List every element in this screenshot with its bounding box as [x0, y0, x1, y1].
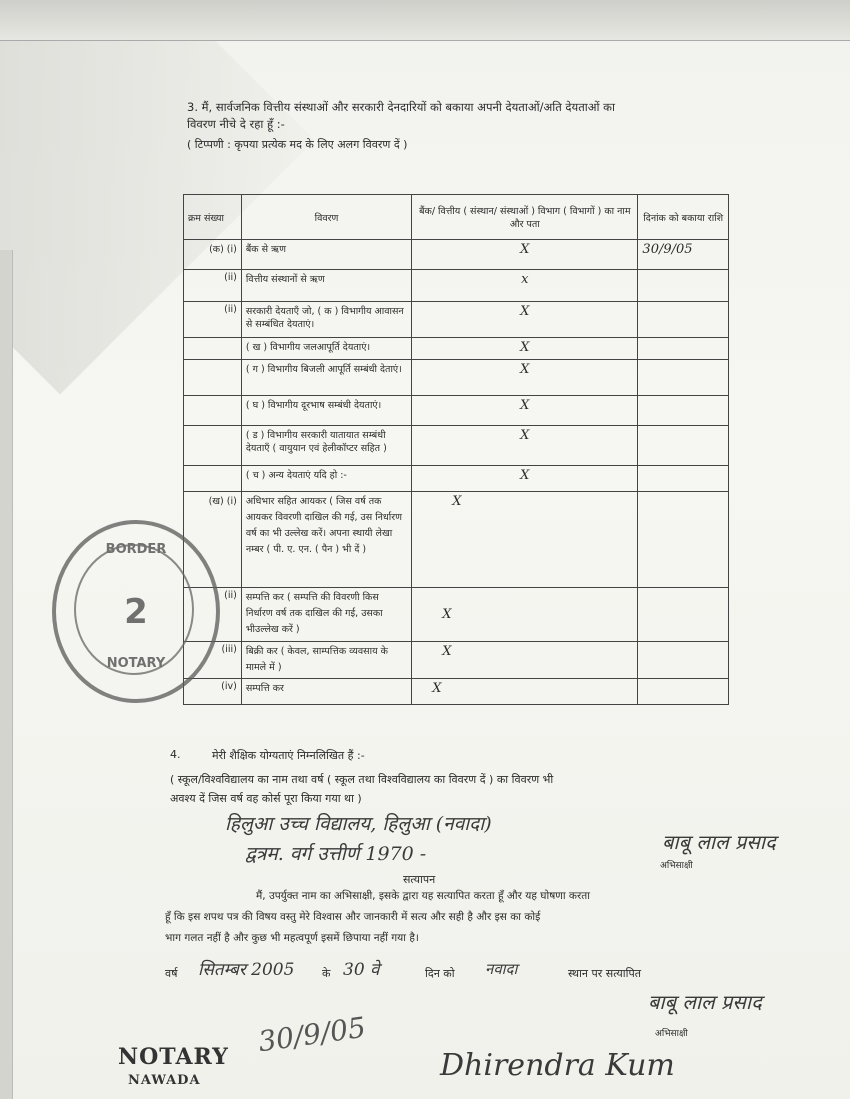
- table-row: [184, 466, 729, 492]
- table-header-row: [184, 195, 729, 240]
- table-row: [184, 588, 729, 642]
- row-desc: ( च ) अन्य देयताएं यदि हो :-: [241, 466, 411, 492]
- row-num: (क) (i): [184, 240, 242, 270]
- row-amount: [638, 396, 729, 426]
- row-amount: [638, 642, 729, 679]
- verification-line2: हूँ कि इस शपथ पत्र की विषय वस्तु मेरे विश्वास और जानकारी में सत्य और सही है और इस का कोई: [165, 911, 541, 923]
- section3-line2: विवरण नीचे दे रहा हूँ :-: [187, 117, 285, 131]
- date-prefix: वर्ष: [165, 967, 178, 980]
- header-serial: क्रम संख्या: [184, 195, 242, 240]
- row-mark: X: [412, 492, 638, 588]
- education-handwritten-year: द्वत्रम. वर्ग उत्तीर्ण 1970 -: [245, 843, 427, 865]
- notary-date-scrawl: 30/9/05: [256, 1010, 368, 1059]
- row-num: (ii): [184, 270, 242, 302]
- row-mark: X: [412, 396, 638, 426]
- date-place-handwritten: नवादा: [485, 960, 518, 978]
- education-handwritten-school: हिलुआ उच्च विद्यालय, हिलुआ (नवादा): [225, 813, 492, 835]
- row-desc: ( ख ) विभागीय जलआपूर्ति देयताएं।: [241, 338, 411, 360]
- liabilities-table: [183, 194, 729, 705]
- row-desc: सरकारी देयताएँ जो, ( क ) विभागीय आवासन से सम्बंधित देयताएं।: [241, 302, 411, 338]
- header-bank-name: बैंक/ वित्तीय ( संस्थान/ संस्थाओं ) विभाग ( विभागों ) का नाम और पता: [412, 195, 638, 240]
- row-amount: 30/9/05: [638, 240, 729, 270]
- row-mark: X: [412, 360, 638, 396]
- row-amount: [638, 270, 729, 302]
- row-num: (iv): [184, 679, 242, 705]
- row-desc: सम्पत्ति कर ( सम्पत्ति की विवरणी किस निर्धारण वर्ष तक दाखिल की गई, उसका भीउल्लेख करें ): [241, 588, 411, 642]
- row-mark: X: [412, 679, 638, 705]
- header-description: विवरण: [241, 195, 411, 240]
- nawada-stamp-text: NAWADA: [128, 1073, 201, 1088]
- seal-center-text: 2: [124, 592, 148, 632]
- notary-stamp-text: NOTARY: [118, 1044, 229, 1070]
- row-mark: X: [412, 240, 638, 270]
- section4-number: 4.: [170, 748, 181, 761]
- row-num: (ii): [184, 302, 242, 338]
- row-desc: वित्तीय संस्थानों से ऋण: [241, 270, 411, 302]
- section4-line3: अवश्य दें जिस वर्ष वह कोर्स पूरा किया गया था ): [170, 792, 362, 805]
- date-month-handwritten: सितम्बर 2005: [198, 960, 295, 980]
- verification-line1: मैं, उपर्युक्त नाम का अभिसाक्षी, इसके द्वारा यह सत्यापित करता हूँ और यह घोषणा करता: [256, 890, 590, 902]
- date-suffix: स्थान पर सत्यापित: [568, 967, 642, 980]
- row-mark: X: [412, 588, 638, 642]
- notary-seal: [52, 520, 220, 703]
- row-num: (ii): [184, 588, 242, 642]
- table-row: [184, 426, 729, 466]
- header-amount: दिनांक को बकाया राशि: [638, 195, 729, 240]
- row-mark: x: [412, 270, 638, 302]
- row-desc: ( ग ) विभागीय बिजली आपूर्ति सम्बंधी देताएं।: [241, 360, 411, 396]
- section4-line1: मेरी शैक्षिक योग्यताएं निम्नलिखित हैं :-: [212, 749, 365, 762]
- verification-signature: बाबू लाल प्रसाद: [648, 990, 762, 1014]
- row-num: [184, 360, 242, 396]
- verification-line3: भाग गलत नहीं है और कुछ भी महत्वपूर्ण इसमें छिपाया नहीं गया है।: [165, 932, 419, 944]
- table-row: [184, 396, 729, 426]
- row-amount: [638, 426, 729, 466]
- row-amount: [638, 338, 729, 360]
- row-mark: X: [412, 338, 638, 360]
- paper-top-edge: [0, 0, 850, 41]
- verification-signature-label: अभिसाक्षी: [655, 1029, 688, 1039]
- date-ke: के: [322, 967, 331, 980]
- verification-title: सत्यापन: [403, 873, 436, 886]
- row-num: [184, 338, 242, 360]
- row-mark: X: [412, 302, 638, 338]
- row-amount: [638, 466, 729, 492]
- row-desc: ( ड ) विभागीय सरकारी यातायात सम्बंधी देयताएँ ( वायुयान एवं हेलीकॉप्टर सहित ): [241, 426, 411, 466]
- table-row: [184, 240, 729, 270]
- row-amount: [638, 302, 729, 338]
- row-amount: [638, 679, 729, 705]
- deponent-label: अभिसाक्षी: [660, 861, 693, 871]
- deponent-signature: बाबू लाल प्रसाद: [662, 830, 776, 854]
- row-desc: अधिभार सहित आयकर ( जिस वर्ष तक आयकर विवरणी दाखिल की गई, उस निर्धारण वर्ष का भी उल्लेख करें। अपना स्थायी लेखा नम्बर ( पी. ए. एन. ( पैन ) भी दें ): [241, 492, 411, 588]
- table-row: [184, 338, 729, 360]
- table-row: [184, 492, 729, 588]
- date-day-handwritten: 30 वे: [343, 960, 380, 980]
- row-num: [184, 466, 242, 492]
- paper-left-edge: [0, 250, 13, 1099]
- table-row: [184, 302, 729, 338]
- row-amount: [638, 360, 729, 396]
- row-desc: बैंक से ऋण: [241, 240, 411, 270]
- seal-top-text: BORDER: [105, 542, 167, 557]
- row-num: (ख) (i): [184, 492, 242, 588]
- row-desc: सम्पत्ति कर: [241, 679, 411, 705]
- row-num: [184, 396, 242, 426]
- row-desc: बिक्री कर ( केवल, साम्पत्तिक व्यवसाय के मामले में ): [241, 642, 411, 679]
- row-mark: X: [412, 642, 638, 679]
- row-amount: [638, 588, 729, 642]
- row-mark: X: [412, 466, 638, 492]
- row-amount: [638, 492, 729, 588]
- date-din-ko: दिन को: [425, 967, 455, 980]
- section3-note: ( टिप्पणी : कृपया प्रत्येक मद के लिए अलग विवरण दें ): [187, 138, 408, 151]
- table-row: [184, 679, 729, 705]
- row-desc: ( घ ) विभागीय दूरभाष सम्बंधी देयताएं।: [241, 396, 411, 426]
- section3-line1: 3. मैं, सार्वजनिक वित्तीय संस्थाओं और सरकारी देनदारियों को बकाया अपनी देयताओं/अति देयताओं का: [187, 100, 615, 114]
- table-row: [184, 360, 729, 396]
- notary-signature: Dhirendra Kum: [440, 1048, 675, 1083]
- table-row: [184, 270, 729, 302]
- section4-line2: ( स्कूल/विश्वविद्यालय का नाम तथा वर्ष ( स्कूल तथा विश्वविद्यालय का विवरण दें ) का विवरण भी: [170, 773, 554, 786]
- row-num: [184, 426, 242, 466]
- row-mark: X: [412, 426, 638, 466]
- table-row: [184, 642, 729, 679]
- seal-bottom-text: NOTARY: [106, 656, 166, 671]
- row-num: (iii): [184, 642, 242, 679]
